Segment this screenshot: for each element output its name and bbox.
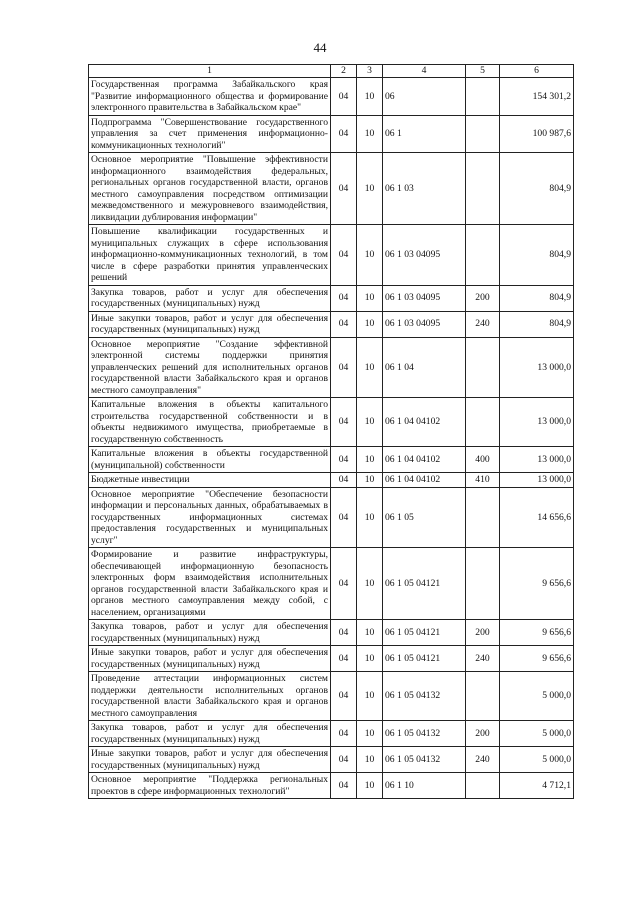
section-code-cell: 04 [331,225,357,286]
subsection-code-cell: 10 [357,672,383,721]
section-code-cell: 04 [331,337,357,398]
section-code-cell: 04 [331,773,357,799]
expense-type-cell: 240 [466,311,500,337]
target-article-cell: 06 1 05 04132 [383,672,466,721]
amount-cell: 9 656,6 [500,548,574,620]
row-name-cell: Проведение аттестации информационных систем поддержки деятельности исполнительных органов государственной власти Забайкальского края и органов местного самоуправления [89,672,331,721]
row-name-cell: Основное мероприятие "Поддержка региональных проектов в сфере информационных технологий" [89,773,331,799]
expense-type-cell: 400 [466,447,500,473]
expense-type-cell [466,773,500,799]
row-name-cell: Закупка товаров, работ и услуг для обеспечения государственных (муниципальных) нужд [89,285,331,311]
target-article-cell: 06 1 04 04102 [383,473,466,488]
table-row [89,721,574,747]
row-name-cell: Основное мероприятие "Повышение эффективности информационного взаимодействия федеральных, региональных органов государственной власти, органов местного самоуправления посредством оптимизации межведомственного и межуровневого взаимодействия, ликвидации дублирования информации" [89,153,331,225]
row-name-cell: Закупка товаров, работ и услуг для обеспечения государственных (муниципальных) нужд [89,620,331,646]
section-code-cell: 04 [331,620,357,646]
target-article-cell: 06 1 05 04121 [383,548,466,620]
row-name-cell: Закупка товаров, работ и услуг для обеспечения государственных (муниципальных) нужд [89,721,331,747]
table-row [89,447,574,473]
subsection-code-cell: 10 [357,620,383,646]
expense-type-cell: 200 [466,285,500,311]
target-article-cell: 06 1 10 [383,773,466,799]
header-row [89,65,574,78]
amount-cell: 5 000,0 [500,721,574,747]
target-article-cell: 06 1 03 [383,153,466,225]
target-article-cell: 06 1 03 04095 [383,285,466,311]
expense-type-cell [466,115,500,153]
amount-cell: 13 000,0 [500,447,574,473]
row-name-cell: Подпрограмма "Совершенствование государственного управления за счет применения информационно-коммуникационных технологий" [89,115,331,153]
row-name-cell: Иные закупки товаров, работ и услуг для обеспечения государственных (муниципальных) нужд [89,747,331,773]
amount-cell: 804,9 [500,311,574,337]
section-code-cell: 04 [331,311,357,337]
row-name-cell: Основное мероприятие "Обеспечение безопасности информации и персональных данных, обрабатываемых в государственных информационных системах предоставления государственных и муниципальных услуг" [89,487,331,548]
subsection-code-cell: 10 [357,747,383,773]
table-row [89,78,574,116]
row-name-cell: Иные закупки товаров, работ и услуг для обеспечения государственных (муниципальных) нужд [89,311,331,337]
header-cell: 5 [466,65,500,78]
section-code-cell: 04 [331,721,357,747]
amount-cell: 804,9 [500,225,574,286]
target-article-cell: 06 1 [383,115,466,153]
subsection-code-cell: 10 [357,548,383,620]
subsection-code-cell: 10 [357,721,383,747]
subsection-code-cell: 10 [357,115,383,153]
target-article-cell: 06 1 05 04132 [383,747,466,773]
target-article-cell: 06 1 04 04102 [383,447,466,473]
subsection-code-cell: 10 [357,225,383,286]
amount-cell: 4 712,1 [500,773,574,799]
header-cell: 3 [357,65,383,78]
row-name-cell: Государственная программа Забайкальского края "Развитие информационного общества и формирование электронного правительства в Забайкальском крае" [89,78,331,116]
subsection-code-cell: 10 [357,153,383,225]
amount-cell: 804,9 [500,285,574,311]
expense-type-cell: 410 [466,473,500,488]
row-name-cell: Капитальные вложения в объекты государственной (муниципальной) собственности [89,447,331,473]
header-cell: 1 [89,65,331,78]
amount-cell: 13 000,0 [500,473,574,488]
target-article-cell: 06 1 05 04121 [383,620,466,646]
expense-type-cell: 200 [466,620,500,646]
target-article-cell: 06 1 04 04102 [383,398,466,447]
section-code-cell: 04 [331,447,357,473]
section-code-cell: 04 [331,285,357,311]
subsection-code-cell: 10 [357,78,383,116]
section-code-cell: 04 [331,487,357,548]
row-name-cell: Бюджетные инвестиции [89,473,331,488]
amount-cell: 9 656,6 [500,620,574,646]
expense-type-cell: 200 [466,721,500,747]
section-code-cell: 04 [331,646,357,672]
page-number: 44 [313,40,327,55]
subsection-code-cell: 10 [357,398,383,447]
section-code-cell: 04 [331,398,357,447]
target-article-cell: 06 1 04 [383,337,466,398]
amount-cell: 154 301,2 [500,78,574,116]
amount-cell: 804,9 [500,153,574,225]
table-row [89,285,574,311]
subsection-code-cell: 10 [357,447,383,473]
header-cell: 6 [500,65,574,78]
header-cell: 4 [383,65,466,78]
table-row [89,747,574,773]
expense-type-cell: 240 [466,646,500,672]
row-name-cell: Капитальные вложения в объекты капитального строительства государственной собственности и в объекты недвижимого имущества, приобретаемые в государственную собственность [89,398,331,447]
table-row [89,225,574,286]
table-row [89,487,574,548]
subsection-code-cell: 10 [357,337,383,398]
expense-type-cell [466,153,500,225]
subsection-code-cell: 10 [357,285,383,311]
target-article-cell: 06 1 05 04121 [383,646,466,672]
row-name-cell: Повышение квалификации государственных и муниципальных служащих в сфере использования информационно-коммуникационных технологий, в том числе в сфере разработки принятия управленческих решений [89,225,331,286]
amount-cell: 9 656,6 [500,646,574,672]
table-row [89,548,574,620]
subsection-code-cell: 10 [357,311,383,337]
subsection-code-cell: 10 [357,487,383,548]
table-row [89,672,574,721]
amount-cell: 5 000,0 [500,672,574,721]
expense-type-cell [466,225,500,286]
section-code-cell: 04 [331,747,357,773]
table-body [89,78,574,799]
section-code-cell: 04 [331,473,357,488]
expense-type-cell [466,337,500,398]
section-code-cell: 04 [331,115,357,153]
target-article-cell: 06 1 05 [383,487,466,548]
amount-cell: 14 656,6 [500,487,574,548]
table-row [89,646,574,672]
subsection-code-cell: 10 [357,473,383,488]
table-row [89,398,574,447]
target-article-cell: 06 1 05 04132 [383,721,466,747]
expense-type-cell [466,78,500,116]
section-code-cell: 04 [331,78,357,116]
amount-cell: 13 000,0 [500,398,574,447]
amount-cell: 13 000,0 [500,337,574,398]
row-name-cell: Формирование и развитие инфраструктуры, обеспечивающей информационную безопасность электронных форм взаимодействия исполнительных органов государственной власти Забайкальского края и органов местного самоуправления между собой, с населением, организациями [89,548,331,620]
table-row [89,337,574,398]
expense-type-cell [466,487,500,548]
section-code-cell: 04 [331,153,357,225]
table-row [89,153,574,225]
subsection-code-cell: 10 [357,646,383,672]
table-row [89,773,574,799]
section-code-cell: 04 [331,548,357,620]
amount-cell: 100 987,6 [500,115,574,153]
table-row [89,473,574,488]
table-row [89,311,574,337]
target-article-cell: 06 1 03 04095 [383,225,466,286]
target-article-cell: 06 1 03 04095 [383,311,466,337]
expense-type-cell [466,548,500,620]
expense-type-cell [466,672,500,721]
row-name-cell: Основное мероприятие "Создание эффективной электронной системы поддержки принятия управленческих решений для исполнительных органов государственной власти Забайкальского края и органов местного самоуправления" [89,337,331,398]
header-cell: 2 [331,65,357,78]
expense-type-cell: 240 [466,747,500,773]
table-row [89,115,574,153]
subsection-code-cell: 10 [357,773,383,799]
row-name-cell: Иные закупки товаров, работ и услуг для обеспечения государственных (муниципальных) нужд [89,646,331,672]
target-article-cell: 06 [383,78,466,116]
section-code-cell: 04 [331,672,357,721]
table-row [89,620,574,646]
amount-cell: 5 000,0 [500,747,574,773]
expense-type-cell [466,398,500,447]
budget-table [88,64,574,799]
